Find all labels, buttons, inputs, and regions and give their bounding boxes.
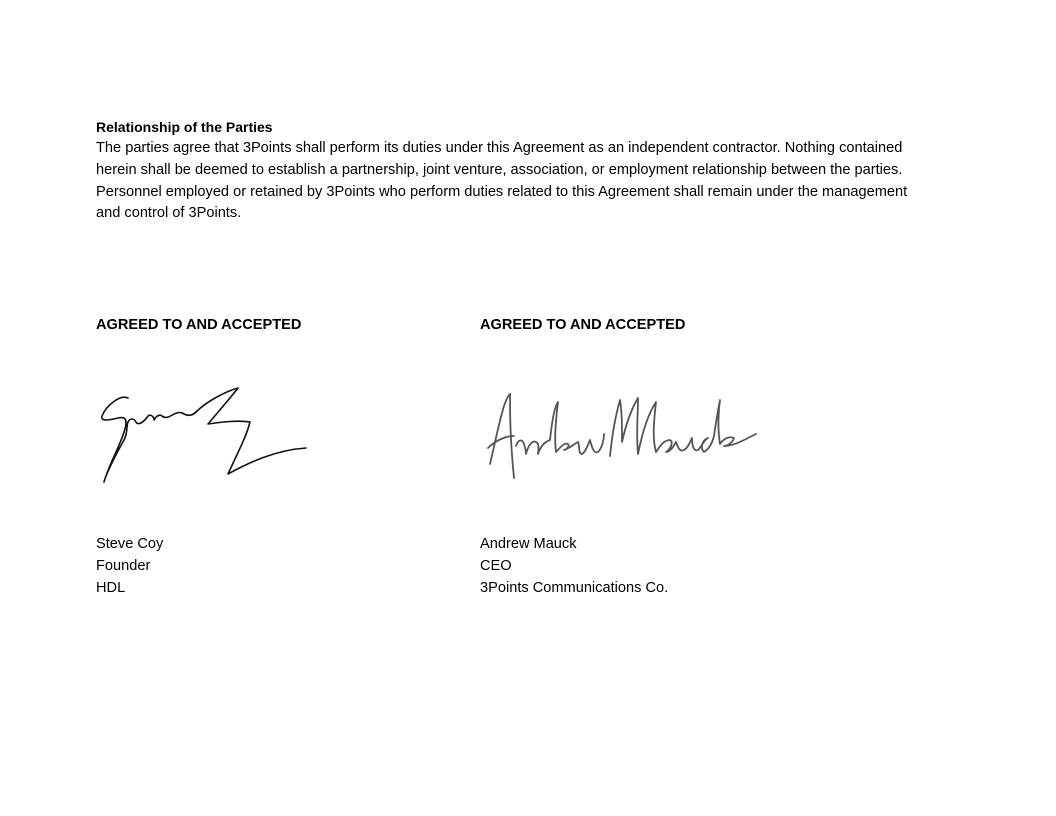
signatory-company: HDL bbox=[96, 580, 126, 596]
signatory-title: CEO bbox=[480, 558, 512, 574]
section-body: The parties agree that 3Points shall perform its duties under this Agreement as an independent contractor. Nothing contained herein shall be deemed to establish a partnership, joint venture, association, or employment relationship between the parties. Personnel employed or retained by 3Points who perform duties related to this Agreement shall remain under the management and control of 3Points. bbox=[96, 140, 908, 222]
signatory-details-left bbox=[96, 533, 163, 599]
relationship-section bbox=[96, 119, 926, 225]
signatory-details-right bbox=[480, 533, 668, 599]
signatory-name: Steve Coy bbox=[96, 536, 164, 552]
signatory-company: 3Points Communications Co. bbox=[480, 580, 669, 596]
signature-andrew-mauck bbox=[480, 382, 760, 492]
signatory-title: Founder bbox=[96, 558, 151, 574]
acceptance-heading-right: AGREED TO AND ACCEPTED bbox=[480, 317, 686, 333]
signatory-block-right bbox=[480, 316, 840, 596]
signatory-block-left bbox=[96, 316, 456, 596]
signature-steve-coy bbox=[96, 382, 326, 492]
signatory-name: Andrew Mauck bbox=[480, 536, 577, 552]
section-title: Relationship of the Parties bbox=[96, 119, 273, 135]
acceptance-heading-left: AGREED TO AND ACCEPTED bbox=[96, 317, 302, 333]
